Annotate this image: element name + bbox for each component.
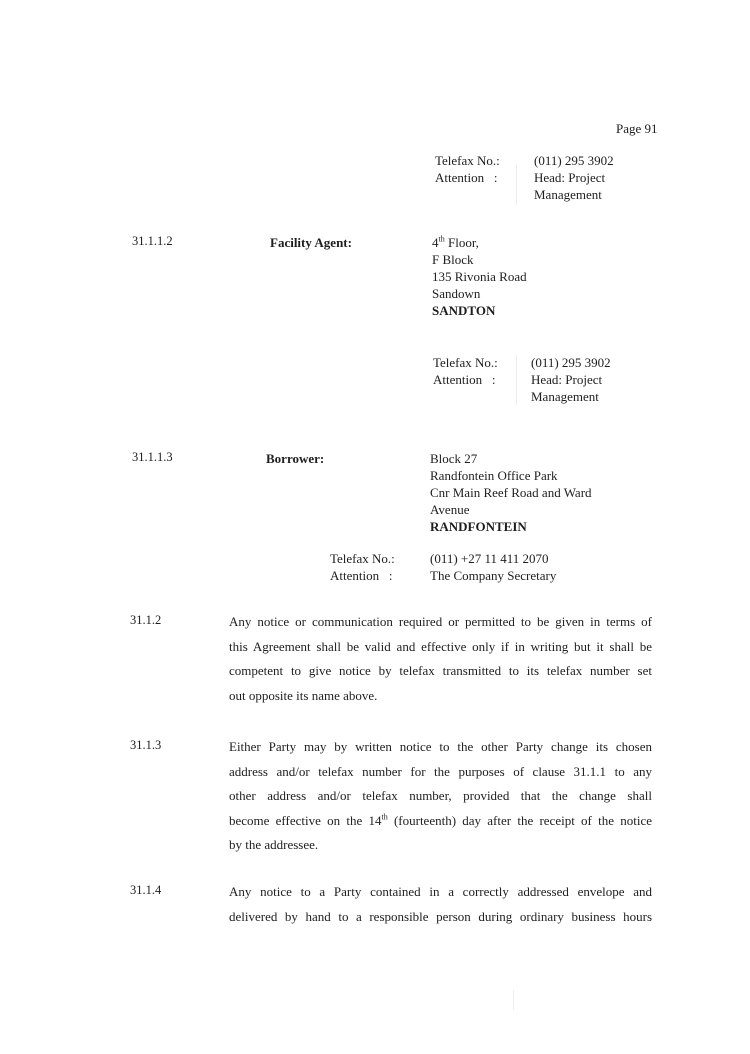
attention-value-line1: Head: Project <box>531 372 603 387</box>
address-city: RANDFONTEIN <box>430 519 527 534</box>
facility-agent-telefax-labels <box>433 354 498 388</box>
borrower-telefax-values <box>430 550 556 584</box>
clause-number: 31.1.2 <box>130 613 162 627</box>
clause-paragraph <box>229 610 652 708</box>
address-line: 135 Rivonia Road <box>432 269 527 284</box>
page-number: Page 91 <box>616 121 658 136</box>
telefax-value: (011) 295 3902 <box>534 153 614 168</box>
attention-value: The Company Secretary <box>430 568 557 583</box>
telefax-value: (011) 295 3902 <box>531 355 611 370</box>
paragraph-line: Any notice to a Party contained in a correctly addressed envelope and <box>229 884 652 899</box>
paragraph-line: become effective on the 14th (fourteenth) day after the receipt of the notice <box>229 812 652 828</box>
attention-value-line1: Head: Project <box>534 170 606 185</box>
clause-paragraph <box>229 880 652 929</box>
clause-number: 31.1.1.3 <box>132 450 173 464</box>
telefax-label: Telefax No.: <box>330 551 395 566</box>
attention-label: Attention : <box>433 372 496 387</box>
clause-paragraph <box>229 735 652 858</box>
address-line: 4th Floor, <box>432 234 479 250</box>
paragraph-line: delivered by hand to a responsible person during ordinary business hours <box>229 908 652 924</box>
address-line: Sandown <box>432 286 481 301</box>
facility-agent-address <box>432 234 527 319</box>
address-city: SANDTON <box>432 303 496 318</box>
scan-artifact-line <box>516 355 517 405</box>
top-telefax-labels <box>435 152 500 186</box>
paragraph-line: Either Party may by written notice to the other Party change its chosen <box>229 739 652 754</box>
party-label: Borrower: <box>266 451 325 466</box>
top-telefax-values <box>534 152 614 203</box>
borrower-telefax-labels <box>330 550 395 584</box>
attention-value-line2: Management <box>534 187 602 202</box>
paragraph-line: out opposite its name above. <box>229 687 378 703</box>
party-label: Facility Agent: <box>270 235 352 250</box>
address-line: Avenue <box>430 502 470 517</box>
address-line: F Block <box>432 252 474 267</box>
clause-number: 31.1.4 <box>130 883 162 897</box>
attention-label: Attention : <box>435 170 498 185</box>
paragraph-line: other address and/or telefax number, provided that the change shall <box>229 788 652 803</box>
attention-value-line2: Management <box>531 389 599 404</box>
address-line: Cnr Main Reef Road and Ward <box>430 485 592 500</box>
clause-number: 31.1.1.2 <box>132 234 173 248</box>
paragraph-line: address and/or telefax number for the purposes of clause 31.1.1 to any <box>229 763 652 779</box>
attention-label: Attention : <box>330 568 393 583</box>
scan-artifact-line <box>513 990 514 1010</box>
address-line: Randfontein Office Park <box>430 468 558 483</box>
paragraph-line: by the addressee. <box>229 837 319 852</box>
telefax-label: Telefax No.: <box>435 153 500 168</box>
telefax-value: (011) +27 11 411 2070 <box>430 551 549 566</box>
clause-number: 31.1.3 <box>130 738 162 752</box>
paragraph-line: competent to give notice by telefax transmitted to its telefax number set <box>229 663 652 678</box>
paragraph-line: this Agreement shall be valid and effective only if in writing but it shall be <box>229 638 652 654</box>
facility-agent-telefax-values <box>531 354 611 405</box>
scan-artifact-line <box>516 165 517 205</box>
paragraph-line: Any notice or communication required or permitted to be given in terms of <box>229 614 652 629</box>
telefax-label: Telefax No.: <box>433 355 498 370</box>
borrower-address <box>430 450 592 535</box>
address-line: Block 27 <box>430 451 478 466</box>
